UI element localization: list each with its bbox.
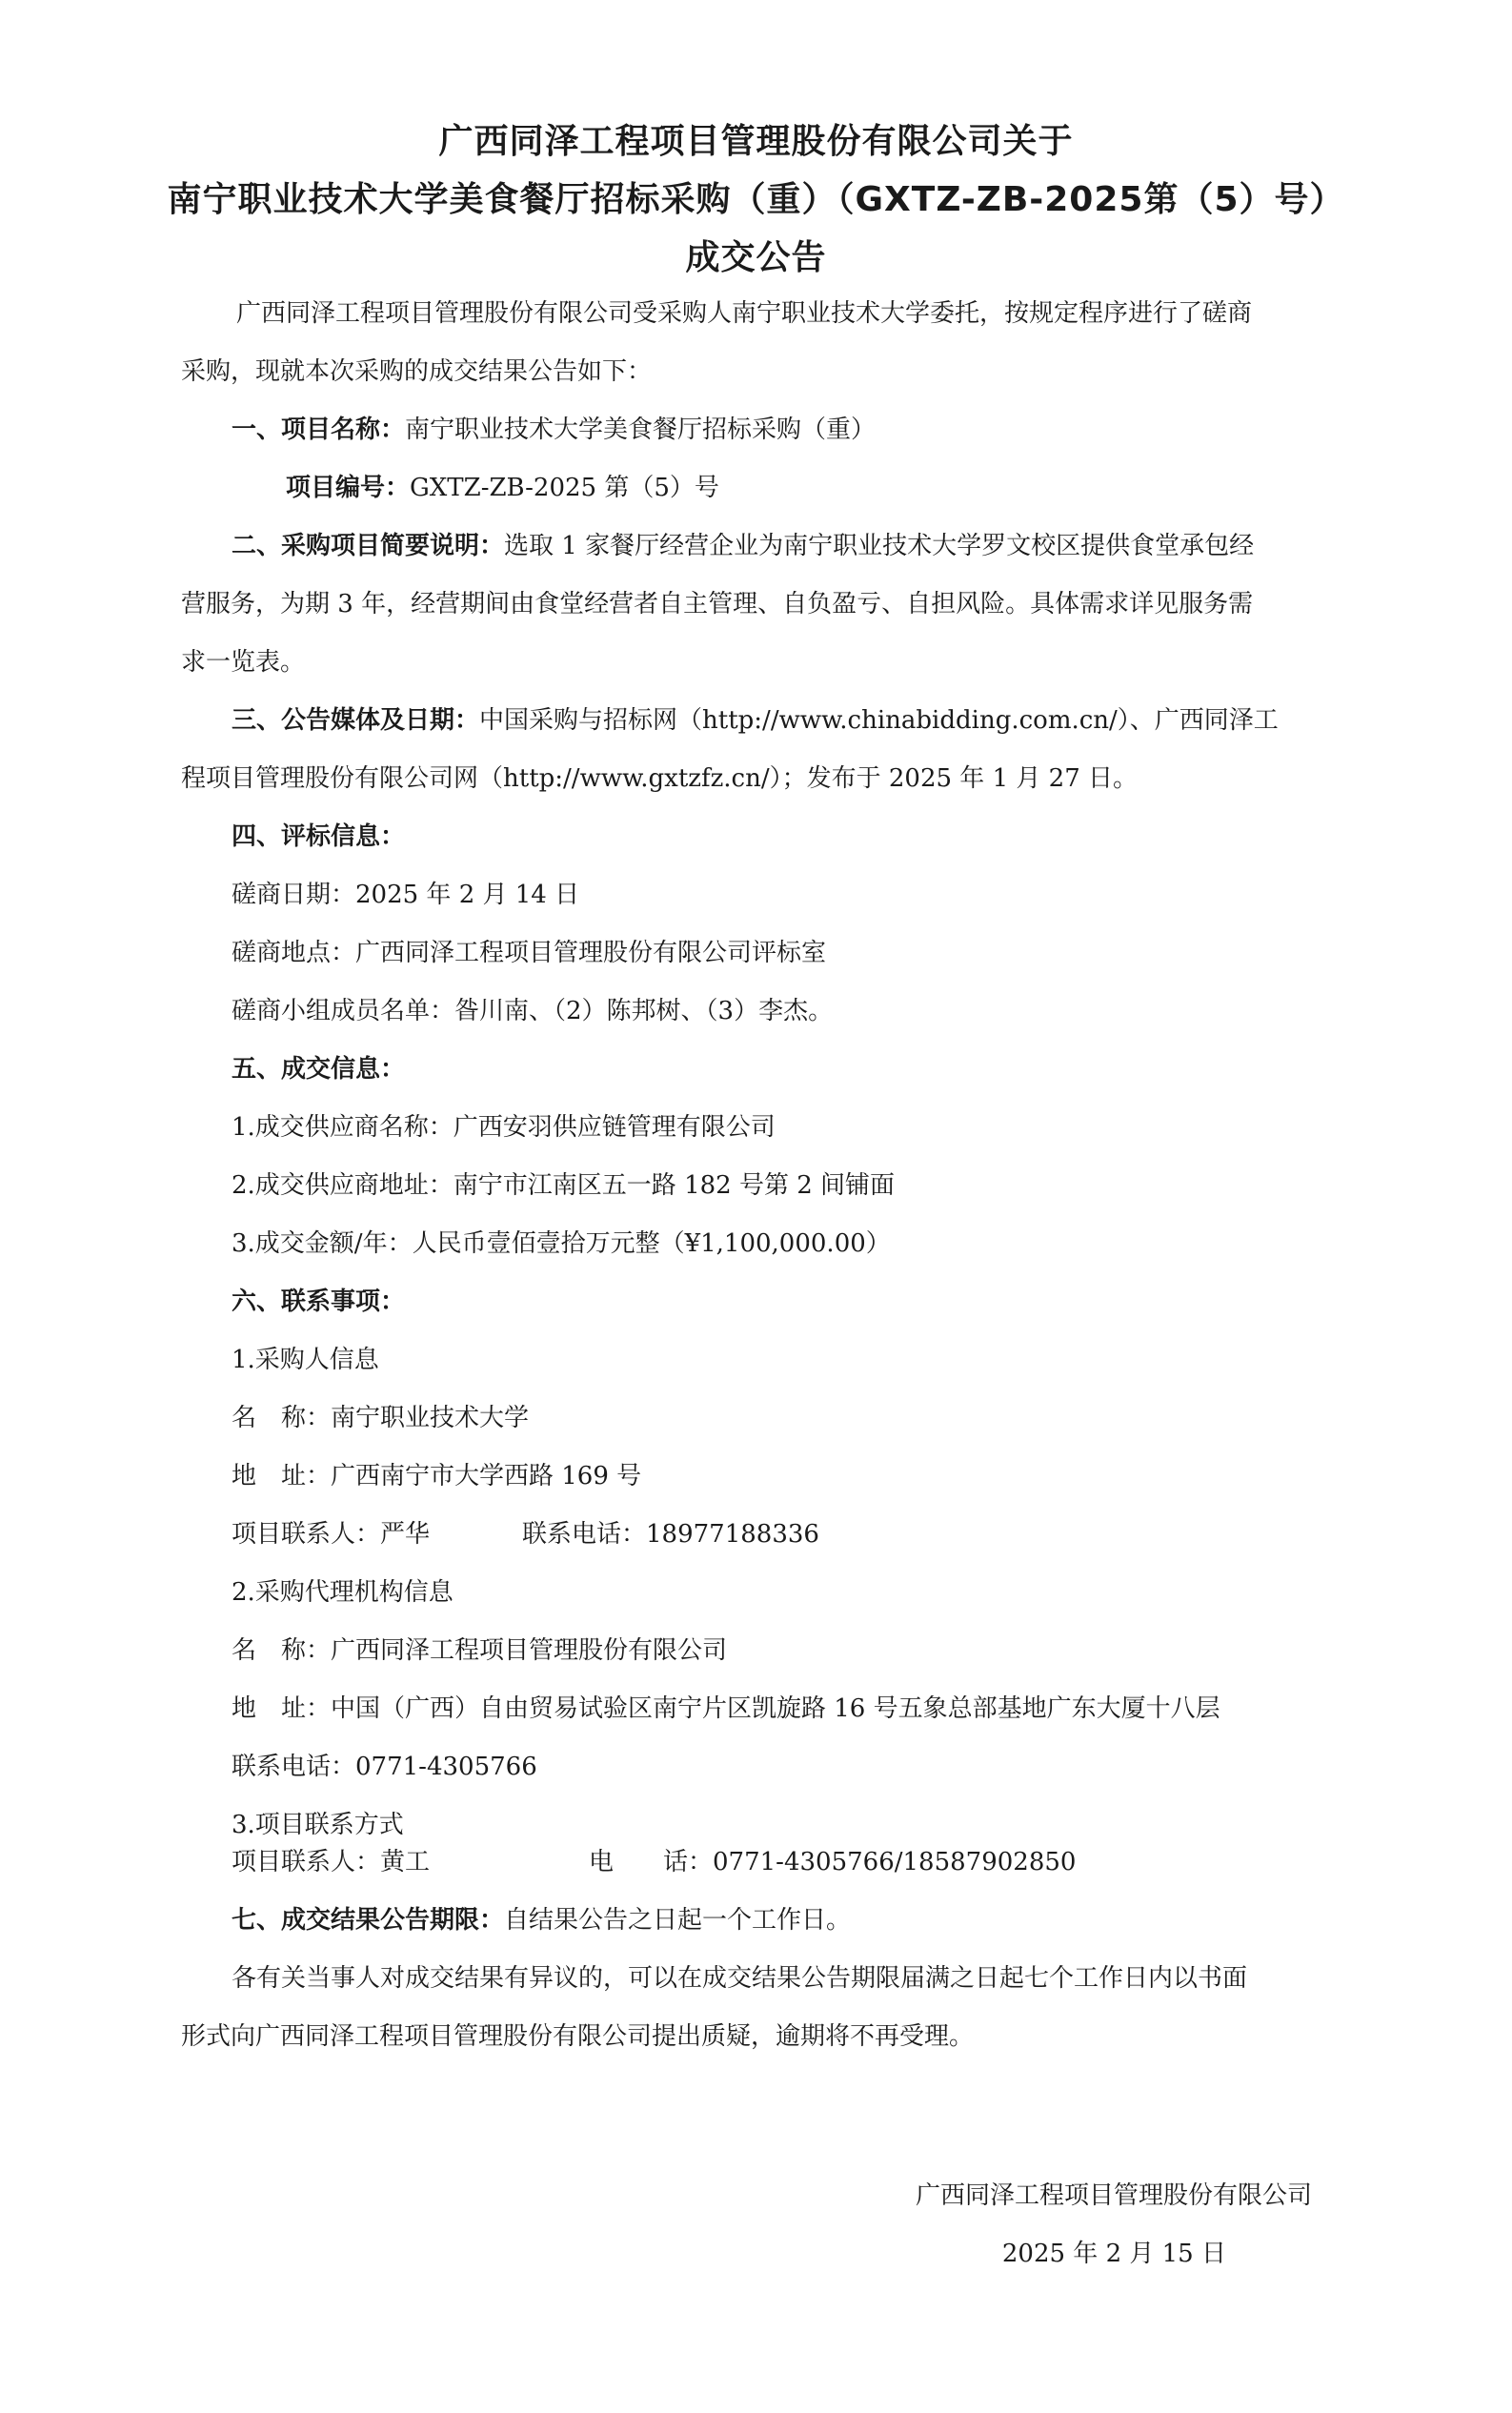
- signature-date: 2025 年 2 月 15 日: [1001, 2240, 1226, 2268]
- section-1: [232, 413, 876, 447]
- agent-info-title: 2.采购代理机构信息: [232, 1578, 454, 1607]
- objection-line-1: 各有关当事人对成交结果有异议的，可以在成交结果公告期限届满之日起七个工作日内以书面: [232, 1964, 1248, 1993]
- project-name: 南宁职业技术大学美食餐厅招标采购（重）: [405, 416, 877, 444]
- section-7: [232, 1903, 851, 1937]
- intro-line-2: 采购，现就本次采购的成交结果公告如下：: [181, 357, 653, 386]
- buyer-phone: 联系电话：18977188336: [522, 1520, 819, 1549]
- consultation-date: 磋商日期：2025 年 2 月 14 日: [232, 881, 580, 909]
- section-7-label: 七、成交结果公告期限：: [232, 1906, 505, 1935]
- title-line-2: 南宁职业技术大学美食餐厅招标采购（重）（GXTZ-ZB-2025第（5）号）: [167, 180, 1345, 219]
- panel-members: 磋商小组成员名单：昝川南、（2）陈邦树、（3）李杰。: [232, 997, 834, 1025]
- buyer-contact: 项目联系人：严华: [232, 1520, 431, 1549]
- section-3-label: 三、公告媒体及日期：: [232, 706, 480, 735]
- section-3: [232, 703, 1279, 738]
- project-phone: 电 话：0771-4305766/18587902850: [589, 1848, 1077, 1876]
- supplier-address: 2.成交供应商地址：南宁市江南区五一路 182 号第 2 间铺面: [232, 1171, 896, 1200]
- title-line-1: 广西同泽工程项目管理股份有限公司关于: [438, 122, 1074, 161]
- signature-company: 广西同泽工程项目管理股份有限公司: [915, 2181, 1312, 2210]
- section-1-label: 一、项目名称：: [232, 416, 406, 444]
- section-2: [232, 529, 1254, 563]
- consultation-place: 磋商地点：广西同泽工程项目管理股份有限公司评标室: [232, 939, 827, 967]
- section-3-line-2: 程项目管理股份有限公司网（http://www.gxtzfz.cn/）；发布于 2025 年 1 月 27 日。: [181, 764, 1138, 793]
- section-4-label: 四、评标信息：: [232, 822, 406, 851]
- project-contact-title: 3.项目联系方式: [232, 1811, 404, 1839]
- section-2-label: 二、采购项目简要说明：: [232, 532, 505, 560]
- project-code: GXTZ-ZB-2025 第（5）号: [410, 474, 719, 502]
- buyer-info-title: 1.采购人信息: [232, 1346, 379, 1374]
- section-3-line-1: 中国采购与招标网（http://www.chinabidding.com.cn/）、广西同泽工: [479, 706, 1279, 735]
- section-2-line-2: 营服务，为期 3 年，经营期间由食堂经营者自主管理、自负盈亏、自担风险。具体需求详见服务需: [181, 590, 1254, 618]
- section-5-label: 五、成交信息：: [232, 1055, 406, 1084]
- section-6-label: 六、联系事项：: [232, 1288, 406, 1316]
- agent-name: 名 称：广西同泽工程项目管理股份有限公司: [232, 1636, 728, 1665]
- section-7-text: 自结果公告之日起一个工作日。: [504, 1906, 852, 1935]
- title-line-3: 成交公告: [685, 238, 827, 277]
- project-code-row: [286, 471, 719, 505]
- intro-line-1: 广西同泽工程项目管理股份有限公司受采购人南宁职业技术大学委托，按规定程序进行了磋商: [236, 299, 1253, 328]
- section-2-line-3: 求一览表。: [181, 648, 306, 677]
- buyer-address: 地 址：广西南宁市大学西路 169 号: [232, 1462, 642, 1490]
- deal-amount: 3.成交金额/年：人民币壹佰壹拾万元整（¥1,100,000.00）: [232, 1229, 891, 1258]
- agent-phone: 联系电话：0771-4305766: [232, 1753, 537, 1781]
- agent-address: 地 址：中国（广西）自由贸易试验区南宁片区凯旋路 16 号五象总部基地广东大厦十八层: [232, 1694, 1220, 1723]
- project-code-label: 项目编号：: [286, 474, 411, 502]
- buyer-name: 名 称：南宁职业技术大学: [232, 1404, 530, 1432]
- project-contact: 项目联系人：黄工: [232, 1848, 431, 1876]
- section-2-line-1: 选取 1 家餐厅经营企业为南宁职业技术大学罗文校区提供食堂承包经: [504, 532, 1255, 560]
- supplier-name: 1.成交供应商名称：广西安羽供应链管理有限公司: [232, 1113, 776, 1142]
- objection-line-2: 形式向广西同泽工程项目管理股份有限公司提出质疑，逾期将不再受理。: [181, 2022, 975, 2051]
